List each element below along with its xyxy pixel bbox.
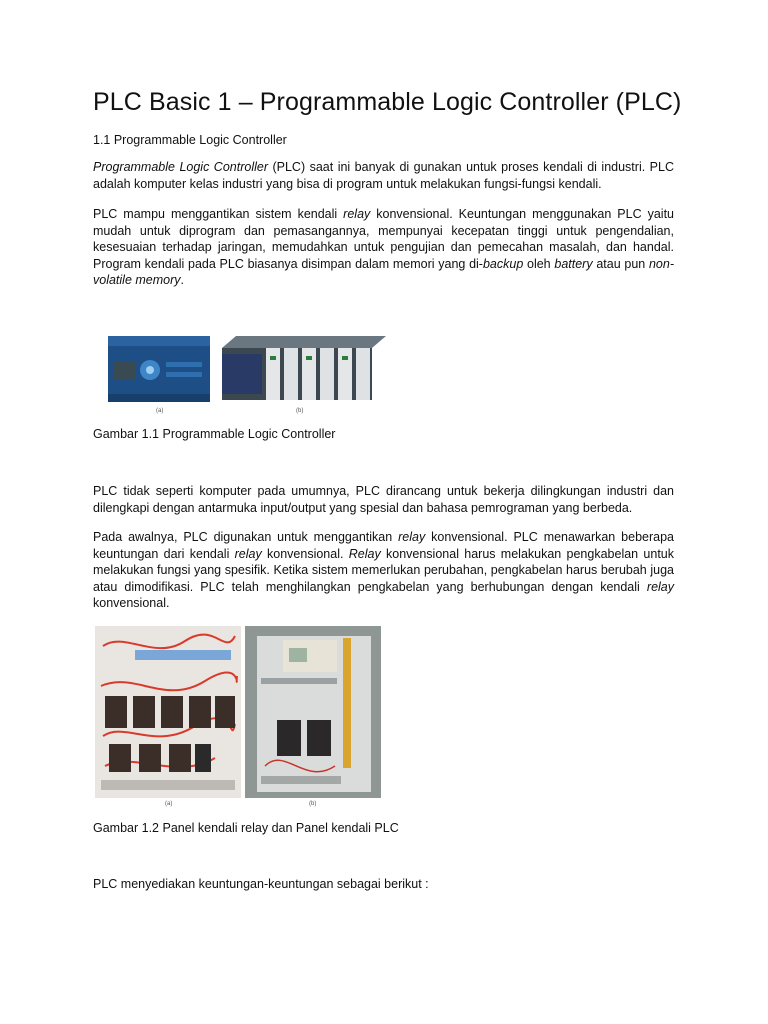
paragraph-5: PLC menyediakan keuntungan-keuntungan sebagai berikut : bbox=[93, 877, 429, 891]
figure-panel-photos bbox=[95, 626, 385, 808]
relay-panel-image bbox=[95, 626, 241, 798]
emphasis-text: relay bbox=[646, 579, 674, 594]
figure-plc-photos bbox=[104, 326, 386, 416]
paragraph-text: konvensional. bbox=[93, 596, 170, 610]
paragraph-text: konvensional. PLC menawarkan beberapa keuntungan dari kendali bbox=[93, 530, 674, 561]
paragraph-2 bbox=[93, 206, 674, 289]
modular-plc-image bbox=[222, 336, 386, 400]
paragraph-text: Pada awalnya, PLC digunakan untuk menggantikan bbox=[93, 530, 399, 544]
paragraph-text: PLC mampu menggantikan sistem kendali bbox=[93, 207, 344, 221]
paragraph-text: oleh bbox=[523, 256, 555, 271]
emphasis-text: relay bbox=[343, 207, 371, 221]
figure-1-caption: Gambar 1.1 Programmable Logic Controller bbox=[93, 427, 336, 441]
paragraph-3: PLC tidak seperti komputer pada umumnya, PLC dirancang untuk bekerja dilingkungan industri dan dilengkapi dengan antarmuka input/output yang spesial dan bahasa pemrograman yang berbeda. bbox=[93, 484, 674, 515]
figure-label-b: (b) bbox=[296, 408, 304, 414]
page-title: PLC Basic 1 – Programmable Logic Controller (PLC) bbox=[93, 88, 682, 116]
paragraph-text: konvensional. bbox=[261, 546, 349, 561]
emphasis-text: backup bbox=[482, 256, 524, 271]
emphasis-text: Relay bbox=[348, 546, 381, 561]
emphasis-text: Programmable Logic Controller bbox=[93, 160, 268, 174]
emphasis-text: relay bbox=[398, 530, 426, 544]
figure-label-a: (a) bbox=[156, 408, 164, 414]
plc-panel-image bbox=[245, 626, 381, 798]
paragraph-text: konvensional harus melakukan pengkabelan untuk melakukan fungsi yang spesifik. Ketika sistem memerlukan perubahan, pengkabelan harus berubah juga atau dimodifikasi. PLC telah menghilangkan pengkabelan yang berhubungan dengan kendali bbox=[93, 546, 674, 594]
paragraph-4 bbox=[93, 529, 674, 612]
paragraph-1 bbox=[93, 159, 674, 192]
emphasis-text: relay bbox=[234, 546, 262, 561]
section-subheading: 1.1 Programmable Logic Controller bbox=[93, 133, 287, 147]
paragraph-text: konvensional. Keuntungan menggunakan PLC yaitu mudah untuk diprogram dan pemasangannya, mempunyai kecepatan tinggi untuk pengendalian, kesesuaian terhadap jaringan, memudahkan untuk pengujian dan pemecahan masalah, dan handal. Program kendali pada PLC biasanya disimpan dalam memori yang di- bbox=[93, 207, 674, 271]
figure-label-b: (b) bbox=[309, 801, 317, 807]
paragraph-text: . bbox=[180, 273, 185, 287]
figure-2-caption: Gambar 1.2 Panel kendali relay dan Panel kendali PLC bbox=[93, 821, 399, 835]
paragraph-text: (PLC) saat ini banyak di gunakan untuk proses kendali di industri. PLC adalah komputer kelas industri yang bisa di program untuk melakukan fungsi-fungsi kendali. bbox=[93, 160, 674, 191]
figure-label-a: (a) bbox=[165, 801, 173, 807]
emphasis-text: non-volatile memory bbox=[93, 256, 674, 287]
emphasis-text: battery bbox=[554, 256, 593, 271]
compact-plc-image bbox=[108, 336, 210, 402]
paragraph-text: atau pun bbox=[592, 256, 649, 271]
